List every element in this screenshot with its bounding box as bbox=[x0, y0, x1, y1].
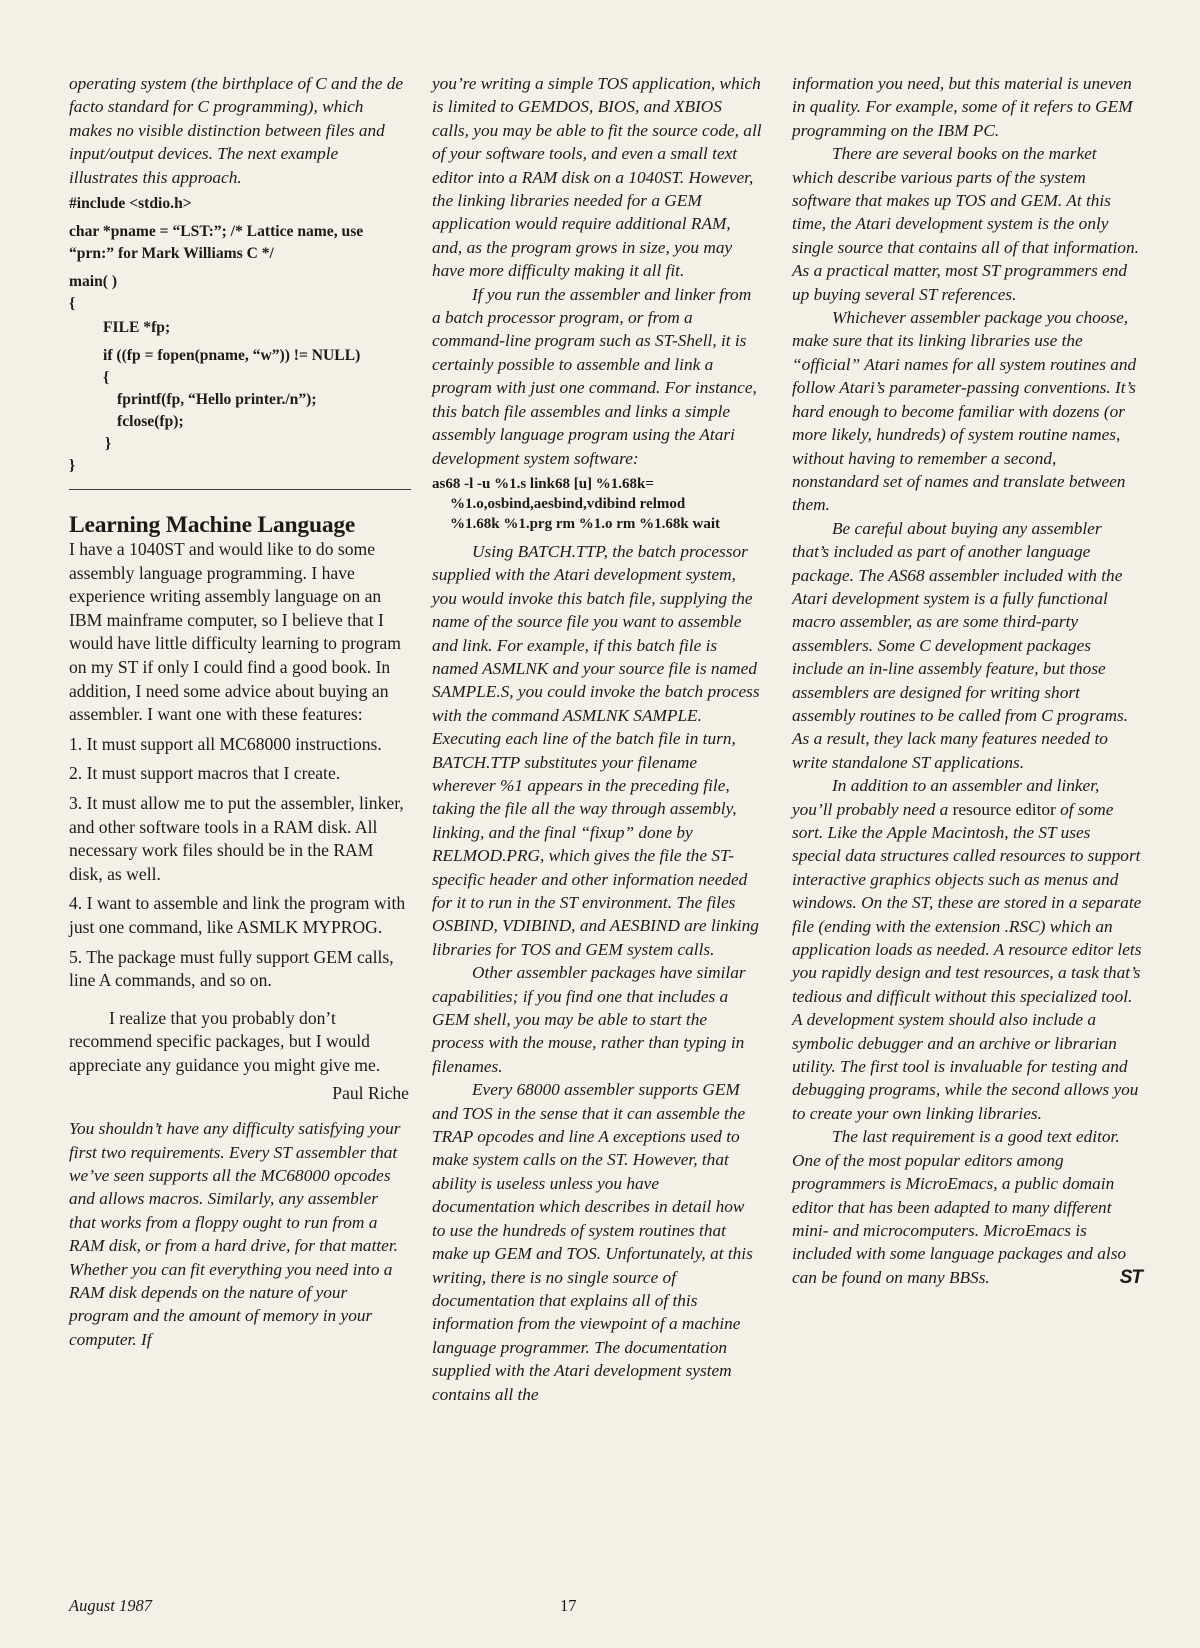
code-line: as68 -l -u %1.s link68 [u] %1.68k= bbox=[432, 475, 654, 492]
requirement-item: 5. The package must fully support GEM calls, line A commands, and so on. bbox=[69, 946, 394, 991]
text-run: In addition to an assembler and linker, you’ll probably need a bbox=[792, 776, 1100, 819]
batch-file-code bbox=[432, 474, 762, 534]
text-run-roman: resource bbox=[952, 799, 1012, 819]
code-line: fprintf(fp, “Hello printer./n”); bbox=[117, 391, 317, 409]
body-paragraph: If you run the assembler and linker from a batch processor program, or from a command-line program such as ST-Shell, it is certainly possible to assemble and link a program with just one command. For instance, this batch file assembles and links a simple assembly language program using the Atari development system software: bbox=[432, 284, 757, 468]
body-paragraph bbox=[792, 774, 1142, 1125]
code-line: main( ) bbox=[69, 273, 118, 291]
body-paragraph bbox=[792, 1125, 1142, 1289]
code-example bbox=[69, 193, 409, 477]
code-line: fclose(fp); bbox=[117, 413, 184, 431]
section-heading: Learning Machine Language bbox=[69, 512, 356, 539]
column-right bbox=[792, 72, 1142, 1289]
st-end-logo: ST bbox=[1119, 1266, 1142, 1288]
body-paragraph: information you need, but this material is uneven in quality. For example, some of it refers to GEM programming on the IBM PC. bbox=[792, 74, 1133, 140]
code-line: } bbox=[69, 457, 76, 475]
body-paragraph: Other assembler packages have similar capabilities; if you find one that includes a GEM shell, you may be able to start the process with the mouse, rather than typing in filenames. bbox=[432, 963, 746, 1076]
answer-paragraph: You shouldn’t have any difficulty satisfying your first two requirements. Every ST assembler that we’ve seen supports all the MC68000 opcodes and allows macros. Similarly, any assembler that works from a floppy ought to run from a RAM disk, or from a hard drive, for that matter. Whether you can fit everything you need into a RAM disk depends on the nature of your program and the amount of memory in your computer. If bbox=[69, 1119, 401, 1349]
text-run: The last requirement is a good text editor. One of the most popular editors among programmers is MicroEmacs, a public domain editor that has been adapted to many different mini- and microcomputers. MicroEmacs is included with some language packages and also can be found on many BBSs. bbox=[792, 1127, 1127, 1287]
intro-paragraph: operating system (the birthplace of C and the de facto standard for C programming), which makes no visible distinction between files and input/output devices. The next example illustrates this approach. bbox=[69, 74, 404, 187]
code-line: { bbox=[69, 295, 76, 313]
body-paragraph: Using BATCH.TTP, the batch processor supplied with the Atari development system, you would invoke this batch file, supplying the name of the source file you want to assemble and link. For example, if this batch file is named ASMLNK and your source file is named SAMPLE.S, you could invoke the batch process with the command ASMLNK SAMPLE. Executing each line of the batch file in turn, BATCH.TTP substitutes your filename wherever %1 appears in the preceding file, taking the file all the way through assembly, linking, and the final “fixup” done by RELMOD.PRG, which gives the file the ST-specific header and other information needed for it to run in the ST environment. The files OSBIND, VDIBIND, and AESBIND are linking libraries for TOS and GEM system calls. bbox=[432, 541, 760, 959]
column-middle bbox=[432, 72, 762, 1406]
body-paragraph: Every 68000 assembler supports GEM and TOS in the sense that it can assemble the TRAP opcodes and line A exceptions used to make system calls on the ST. However, that ability is useless unless you have documentation which describes in detail how to use the hundreds of system routines that make up GEM and TOS. Unfortunately, at this writing, there is no single source of documentation that explains all of this information from the viewpoint of a machine language programmer. The documentation supplied with the Atari development system contains all the bbox=[432, 1080, 753, 1404]
footer-date: August 1987 bbox=[69, 1596, 152, 1615]
section-divider bbox=[69, 489, 411, 490]
text-run-roman: editor bbox=[1011, 799, 1056, 819]
body-paragraph: you’re writing a simple TOS application, which is limited to GEMDOS, BIOS, and XBIOS calls, you may be able to fit the source code, all of your software tools, and even a small text editor into a RAM disk on a 1040ST. However, the linking libraries needed for a GEM application would require additional RAM, and, as the program grows in size, you may have more difficulty making it all fit. bbox=[432, 74, 762, 281]
code-line: } bbox=[105, 435, 112, 453]
letter-signature: Paul Riche bbox=[332, 1082, 409, 1103]
code-line: %1.o,osbind,aesbind,vdibind relmod bbox=[450, 495, 686, 512]
requirement-item: 4. I want to assemble and link the program with just one command, like ASMLK MYPROG. bbox=[69, 893, 406, 937]
code-line: #include <stdio.h> bbox=[69, 195, 192, 213]
text-run: of some sort. Like the Apple Macintosh, the ST uses special data structures called resources to support interactive graphics objects such as menus and windows. On the ST, these are stored in a separate file (ending with the extension .RSC) which an application loads as needed. A resource editor lets you rapidly design and test resources, a task that’s tedious and difficult without this specialized tool. A development system should also include a symbolic debugger and an archive or librarian utility. The first tool is invaluable for testing and debugging programs, while the second allows you to create your own linking libraries. bbox=[792, 799, 1142, 1123]
requirement-item: 1. It must support all MC68000 instructions. bbox=[69, 733, 382, 754]
code-line: FILE *fp; bbox=[103, 319, 171, 337]
column-left bbox=[69, 72, 409, 1351]
body-paragraph: Whichever assembler package you choose, make sure that its linking libraries use the “official” Atari names for all system routines and follow Atari’s parameter-passing conventions. It’s hard enough to become familiar with dozens (or more likely, hundreds) of system routine names, without having to remember a second, nonstandard set of names and translate between them. bbox=[792, 308, 1137, 515]
code-line: if ((fp = fopen(pname, “w”)) != NULL) bbox=[103, 347, 361, 365]
letter-intro: I have a 1040ST and would like to do some assembly language programming. I have experience writing assembly language on an IBM mainframe computer, so I believe that I would have little difficulty learning to program on my ST if only I could find a good book. In addition, I need some advice about buying an assembler. I want one with these features: bbox=[69, 539, 401, 725]
requirement-item: 3. It must allow me to put the assembler, linker, and other software tools in a RAM disk. All necessary work files should be in the RAM disk, as well. bbox=[69, 792, 404, 884]
requirement-item: 2. It must support macros that I create. bbox=[69, 763, 341, 784]
letter-close: I realize that you probably don’t recommend specific packages, but I would appreciate any guidance you might give me. bbox=[69, 1007, 381, 1075]
code-line: %1.68k %1.prg rm %1.o rm %1.68k wait bbox=[450, 515, 720, 532]
code-line: { bbox=[103, 369, 110, 387]
code-line: char *pname = “LST:”; /* Lattice name, use “prn:” for Mark Williams C */ bbox=[69, 223, 368, 263]
body-paragraph: Be careful about buying any assembler that’s included as part of another language package. The AS68 assembler included with the Atari development system is a fully functional macro assembler, as are some third-party assemblers. Some C development packages include an in-line assembly feature, but those assemblers are designed for writing short assembly routines to be called from C programs. As a result, they lack many features needed to write standalone ST applications. bbox=[792, 518, 1129, 772]
page-number: 17 bbox=[560, 1596, 577, 1615]
body-paragraph: There are several books on the market which describe various parts of the system software that makes up TOS and GEM. At this time, the Atari development system is the only single source that contains all of that information. As a practical matter, most ST programmers end up buying several ST references. bbox=[792, 144, 1139, 304]
